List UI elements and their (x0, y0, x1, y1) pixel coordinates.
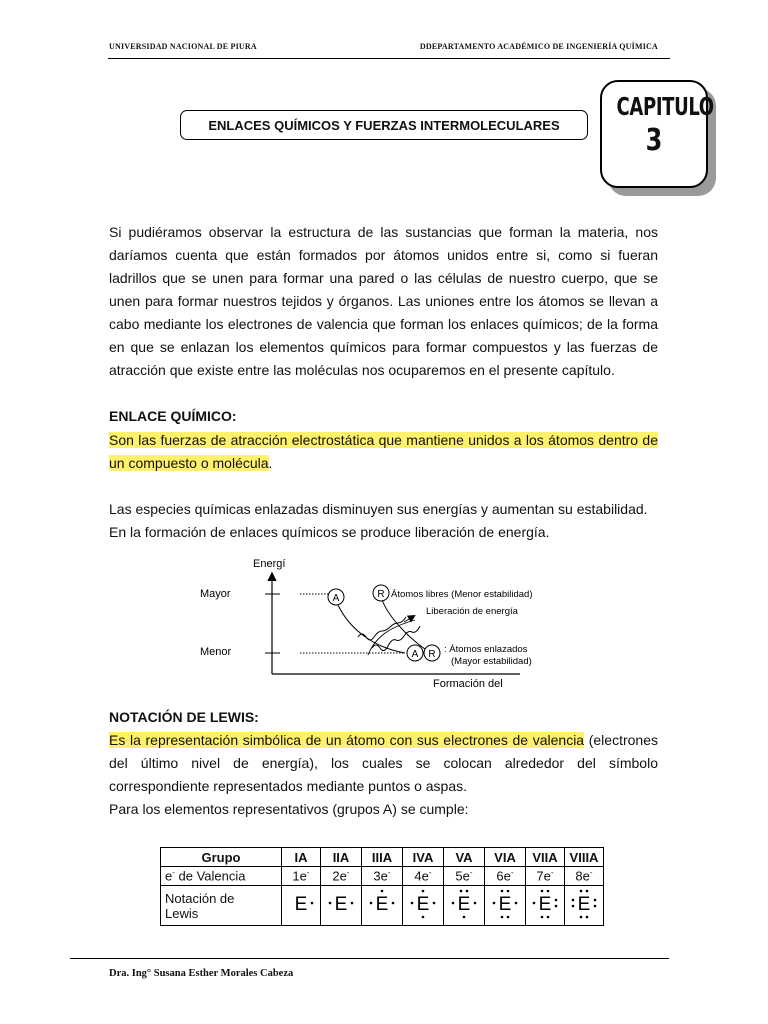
valence-sup: - (550, 868, 554, 878)
lewis-electron-dot (493, 902, 496, 905)
lewis-electron-dot (586, 916, 589, 919)
valence-sup: - (387, 868, 391, 878)
lewis-symbol (565, 886, 603, 922)
lewis-definition-rest: (electrones del último nivel de energía), los cuales se colocan alrededor del símbolo correspondiente representados mediante puntos o aspas. (109, 732, 658, 794)
lewis-element-symbol: E (416, 894, 430, 915)
energy-diagram (190, 552, 560, 697)
table-header-va: VA (444, 848, 485, 867)
enlace-definition-period: . (268, 455, 273, 471)
lewis-table (160, 847, 604, 926)
enlace-definition-highlight: Son las fuerzas de atracción electrostática que mantiene unidos a los átomos dentro de un compuesto o molécula (109, 432, 658, 471)
table-cell (362, 867, 403, 886)
lewis-electron-dot (381, 890, 384, 893)
enlace-heading: ENLACE QUÍMICO: (109, 408, 237, 424)
chapter-number: 3 (645, 123, 663, 158)
lewis-symbol-cell (485, 886, 526, 926)
lewis-electron-dot (392, 902, 395, 905)
lewis-electron-dot (572, 905, 575, 908)
valence-value: 7e (536, 868, 551, 884)
table-lewis-label (161, 886, 282, 926)
lewis-electron-dot (460, 890, 463, 893)
table-header-ia: IA (282, 848, 321, 867)
table-header-iva: IVA (403, 848, 444, 867)
lewis-groups-line: Para los elementos representativos (grupos A) se cumple: (109, 801, 469, 817)
diagram-atom-r-free-label: R (377, 589, 385, 600)
lewis-electron-dot (594, 899, 597, 902)
lewis-symbol (486, 886, 524, 922)
lewis-element-symbol: E (538, 894, 552, 915)
lewis-electron-dot (351, 902, 354, 905)
diagram-atom-r-bonded-label: R (428, 649, 436, 660)
valence-sup: - (346, 868, 350, 878)
diagram-mayor-label: Mayor (200, 588, 231, 600)
lewis-element-symbol: E (334, 894, 348, 915)
lewis-electron-dot (501, 890, 504, 893)
lewis-symbol-cell (282, 886, 321, 926)
lewis-electron-dot (580, 916, 583, 919)
table-cell (485, 867, 526, 886)
header-department: DDEPARTAMENTO ACADÉMICO DE INGENIERÍA QUÍMICA (419, 42, 658, 51)
lewis-electron-dot (422, 916, 425, 919)
chapter-badge (600, 80, 714, 188)
valence-sup: - (428, 868, 432, 878)
lewis-symbol (526, 886, 564, 922)
diagram-bonded-stability-label: (Mayor estabilidad) (451, 656, 532, 667)
valence-value: 8e (575, 868, 590, 884)
diagram-curve-r (382, 600, 425, 649)
lewis-electron-dot (433, 902, 436, 905)
enlace-definition-paragraph (109, 429, 658, 475)
lewis-element-symbol: E (498, 894, 512, 915)
lewis-electron-dot (541, 916, 544, 919)
enlace-stability-line: Las especies químicas enlazadas disminuyen sus energías y aumentan su estabilidad. (109, 501, 648, 517)
valence-value: 5e (455, 868, 470, 884)
footer-divider (70, 958, 669, 959)
valence-sup: - (589, 868, 593, 878)
valence-sup: - (510, 868, 514, 878)
lewis-electron-dot (329, 902, 332, 905)
table-valence-label (161, 867, 282, 886)
lewis-electron-dot (507, 890, 510, 893)
lewis-symbol (445, 886, 483, 922)
intro-paragraph: Si pudiéramos observar la estructura de las sustancias que forman la materia, nos daríamos cuenta que están formados por átomos unidos entre si, como si fueran ladrillos que se unen para formar una pared o las células de nuestro cuerpo, que se unen para formar nuestros tejidos y órganos. Las uniones entre los átomos se llevan a cabo mediante los electrones de valencia que forman los enlaces químicos; de la forma en que se enlazan los elementos químicos para formar compuestos y las fuerzas de atracción que existe entre las moléculas nos ocuparemos en el presente capítulo. (109, 224, 658, 378)
lewis-electron-dot (555, 905, 558, 908)
lewis-symbol (363, 886, 401, 922)
lewis-electron-dot (555, 899, 558, 902)
lewis-label-line1: Notación de (165, 890, 235, 906)
diagram-x-axis-label: Formación del (433, 678, 503, 690)
lewis-label-line2: Lewis (165, 905, 199, 921)
table-header-iia: IIA (321, 848, 362, 867)
table-cell (321, 867, 362, 886)
diagram-menor-label: Menor (200, 646, 232, 658)
lewis-element-symbol: E (294, 894, 308, 915)
lewis-electron-dot (501, 916, 504, 919)
lewis-electron-dot (474, 902, 477, 905)
lewis-symbol-cell (403, 886, 444, 926)
table-header-row (161, 848, 604, 867)
valence-sup: - (469, 868, 473, 878)
lewis-electron-dot (580, 890, 583, 893)
diagram-atom-a-bonded-label: A (411, 649, 419, 660)
valence-value: 4e (414, 868, 429, 884)
valence-label-rest: de Valencia (174, 868, 246, 884)
diagram-wavy-arrow-1 (358, 617, 406, 640)
lewis-symbol-cell (321, 886, 362, 926)
lewis-symbol-cell (526, 886, 565, 926)
valence-value: 3e (373, 868, 388, 884)
table-cell (565, 867, 604, 886)
table-cell (403, 867, 444, 886)
table-cell (282, 867, 321, 886)
lewis-symbol (322, 886, 360, 922)
diagram-atom-a-free-label: A (332, 593, 340, 604)
lewis-electron-dot (370, 902, 373, 905)
valence-value: 1e (292, 868, 307, 884)
valence-sup: - (306, 868, 310, 878)
table-valence-row (161, 867, 604, 886)
valence-value: 2e (332, 868, 347, 884)
lewis-electron-dot (541, 890, 544, 893)
diagram-bonded-atoms-label: : Átomos enlazados (444, 644, 528, 655)
lewis-electron-dot (452, 902, 455, 905)
header-university: UNIVERSIDAD NACIONAL DE PIURA (109, 42, 257, 51)
lewis-electron-dot (586, 890, 589, 893)
lewis-heading: NOTACIÓN DE LEWIS: (109, 709, 259, 725)
lewis-symbol-cell (444, 886, 485, 926)
diagram-energy-release-label: Liberación de energía (426, 606, 518, 617)
lewis-electron-dot (411, 902, 414, 905)
lewis-element-symbol: E (457, 894, 471, 915)
lewis-electron-dot (422, 890, 425, 893)
lewis-electron-dot (507, 916, 510, 919)
diagram-curve-a (338, 605, 405, 653)
lewis-definition-paragraph (109, 729, 658, 798)
valence-label-sup: - (172, 868, 175, 878)
lewis-electron-dot (463, 916, 466, 919)
table-header-group: Grupo (161, 848, 282, 867)
chapter-word: CAPITULO (616, 92, 714, 121)
lewis-symbol-cell (565, 886, 604, 926)
lewis-electron-dot (594, 905, 597, 908)
lewis-element-symbol: E (375, 894, 389, 915)
valence-value: 6e (496, 868, 511, 884)
lewis-element-symbol: E (577, 894, 591, 915)
lewis-electron-dot (466, 890, 469, 893)
chapter-title: ENLACES QUÍMICOS Y FUERZAS INTERMOLECULARES (208, 117, 560, 133)
table-header-via: VIA (485, 848, 526, 867)
chapter-title-box (180, 110, 588, 140)
table-header-iiia: IIIA (362, 848, 403, 867)
lewis-symbol (282, 886, 320, 922)
lewis-electron-dot (515, 902, 518, 905)
table-cell (526, 867, 565, 886)
diagram-free-atoms-label: Átomos libres (Menor estabilidad) (391, 589, 533, 600)
lewis-symbol-cell (362, 886, 403, 926)
lewis-electron-dot (311, 902, 314, 905)
table-header-viiia: VIIIA (565, 848, 604, 867)
table-lewis-row (161, 886, 604, 926)
diagram-y-axis-label: Energí (253, 558, 286, 570)
header-divider (108, 58, 670, 59)
lewis-electron-dot (533, 902, 536, 905)
enlace-energy-line: En la formación de enlaces químicos se produce liberación de energía. (109, 524, 550, 540)
lewis-electron-dot (572, 899, 575, 902)
table-cell (444, 867, 485, 886)
lewis-definition-highlight: Es la representación simbólica de un átomo con sus electrones de valencia (109, 732, 585, 748)
lewis-electron-dot (547, 890, 550, 893)
lewis-electron-dot (547, 916, 550, 919)
footer-author: Dra. Ing° Susana Esther Morales Cabeza (109, 968, 294, 979)
valence-label-e: e (165, 868, 173, 884)
table-header-viia: VIIA (526, 848, 565, 867)
lewis-symbol (404, 886, 442, 922)
